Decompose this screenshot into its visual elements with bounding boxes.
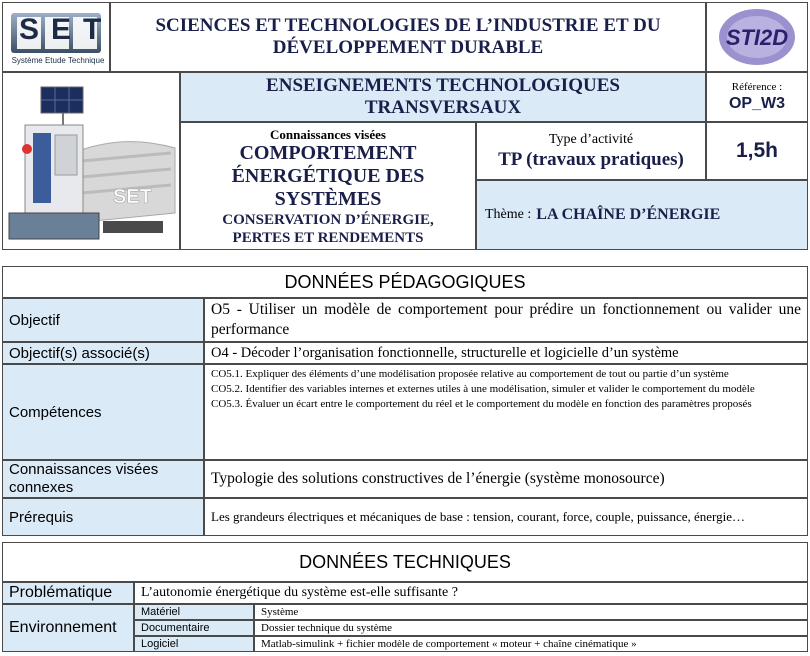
- competence-item: CO5.3. Évaluer un écart entre le comportement du réel et le comportement du modèle en fonction des paramètres proposés: [211, 398, 752, 410]
- connexes-label: [2, 460, 204, 498]
- system-photo-icon: [3, 73, 179, 249]
- assoc-value: O4 - Décoder l’organisation fonctionnelle, structurelle et logicielle d’un système: [204, 342, 808, 364]
- prerequis-label: Prérequis: [2, 498, 204, 536]
- env-row-label: Documentaire: [134, 620, 254, 636]
- theme-value: LA CHAÎNE D’ÉNERGIE: [536, 206, 721, 223]
- connexes-value: Typologie des solutions constructives de l’énergie (système monosource): [204, 460, 808, 498]
- duration-cell: [706, 122, 808, 180]
- env-row-label: Logiciel: [134, 636, 254, 652]
- theme-cell: [476, 180, 808, 250]
- main-title-cell: [110, 2, 706, 72]
- reference-value: OP_W3: [728, 94, 785, 112]
- competence-item: CO5.2. Identifier des variables internes et externes utiles à une modélisation, simuler et valider le comportement du modèle: [211, 383, 755, 395]
- set-logo-letters: SET: [19, 13, 114, 46]
- connexes-label-line2: connexes: [9, 479, 74, 496]
- competences-label: Compétences: [2, 364, 204, 460]
- module-title-cell: [180, 72, 706, 122]
- knowledge-sub-line2: PERTES ET RENDEMENTS: [232, 230, 424, 246]
- module-title-line1: ENSEIGNEMENTS TECHNOLOGIQUES: [266, 75, 620, 96]
- main-title-line1: SCIENCES ET TECHNOLOGIES DE L’INDUSTRIE ET DU: [155, 15, 661, 36]
- activity-type-value: TP (travaux pratiques): [498, 149, 684, 170]
- knowledge-main-line2: ÉNERGÉTIQUE DES: [231, 165, 425, 187]
- objectif-label: Objectif: [2, 298, 204, 342]
- module-title-line2: TRANSVERSAUX: [364, 97, 522, 118]
- env-row-label: Matériel: [134, 604, 254, 620]
- reference-label: Référence :: [731, 80, 783, 93]
- knowledge-cell: [180, 122, 476, 250]
- sti2d-logo-text: STI2D: [725, 25, 789, 50]
- competence-item: CO5.1. Expliquer des éléments d’une modélisation proposée relative au comportement de tout ou partie d’un système: [211, 368, 729, 380]
- knowledge-main-line1: COMPORTEMENT: [239, 142, 417, 164]
- duration-value: 1,5h: [735, 139, 779, 162]
- sti2d-logo-cell: [706, 2, 808, 72]
- theme-label: Thème :: [485, 207, 532, 222]
- environnement-label: Environnement: [2, 604, 134, 652]
- svg-text:SET: SET: [113, 186, 152, 208]
- connexes-label-line1: Connaissances visées: [9, 461, 159, 478]
- problematique-value: L’autonomie énergétique du système est-elle suffisante ?: [134, 582, 808, 604]
- set-logo-caption: Système Etude Technique: [11, 56, 105, 65]
- objectif-value: O5 - Utiliser un modèle de comportement pour prédire un fonctionnement ou valider une performance: [204, 298, 808, 342]
- knowledge-label: Connaissances visées: [270, 127, 386, 142]
- env-row-value: Matlab-simulink + fichier modèle de comportement « moteur + chaîne cinématique »: [254, 636, 808, 652]
- assoc-label: Objectif(s) associé(s): [2, 342, 204, 364]
- env-row-value: Système: [254, 604, 808, 620]
- problematique-label: Problématique: [2, 582, 134, 604]
- pedagogy-heading: DONNÉES PÉDAGOGIQUES: [2, 266, 808, 298]
- activity-type-cell: [476, 122, 706, 180]
- prerequis-value: Les grandeurs électriques et mécaniques de base : tension, courant, force, couple, puissance, énergie…: [204, 498, 808, 536]
- env-row-value: Dossier technique du système: [254, 620, 808, 636]
- reference-cell: [706, 72, 808, 122]
- knowledge-main-line3: SYSTÈMES: [274, 188, 382, 210]
- activity-type-label: Type d’activité: [548, 132, 634, 147]
- main-title-line2: DÉVELOPPEMENT DURABLE: [272, 37, 544, 58]
- system-photo-cell: [2, 72, 180, 250]
- technical-heading: DONNÉES TECHNIQUES: [2, 542, 808, 582]
- competences-list: [204, 364, 808, 460]
- knowledge-sub-line1: CONSERVATION D’ÉNERGIE,: [222, 212, 434, 228]
- set-logo-cell: [2, 2, 114, 72]
